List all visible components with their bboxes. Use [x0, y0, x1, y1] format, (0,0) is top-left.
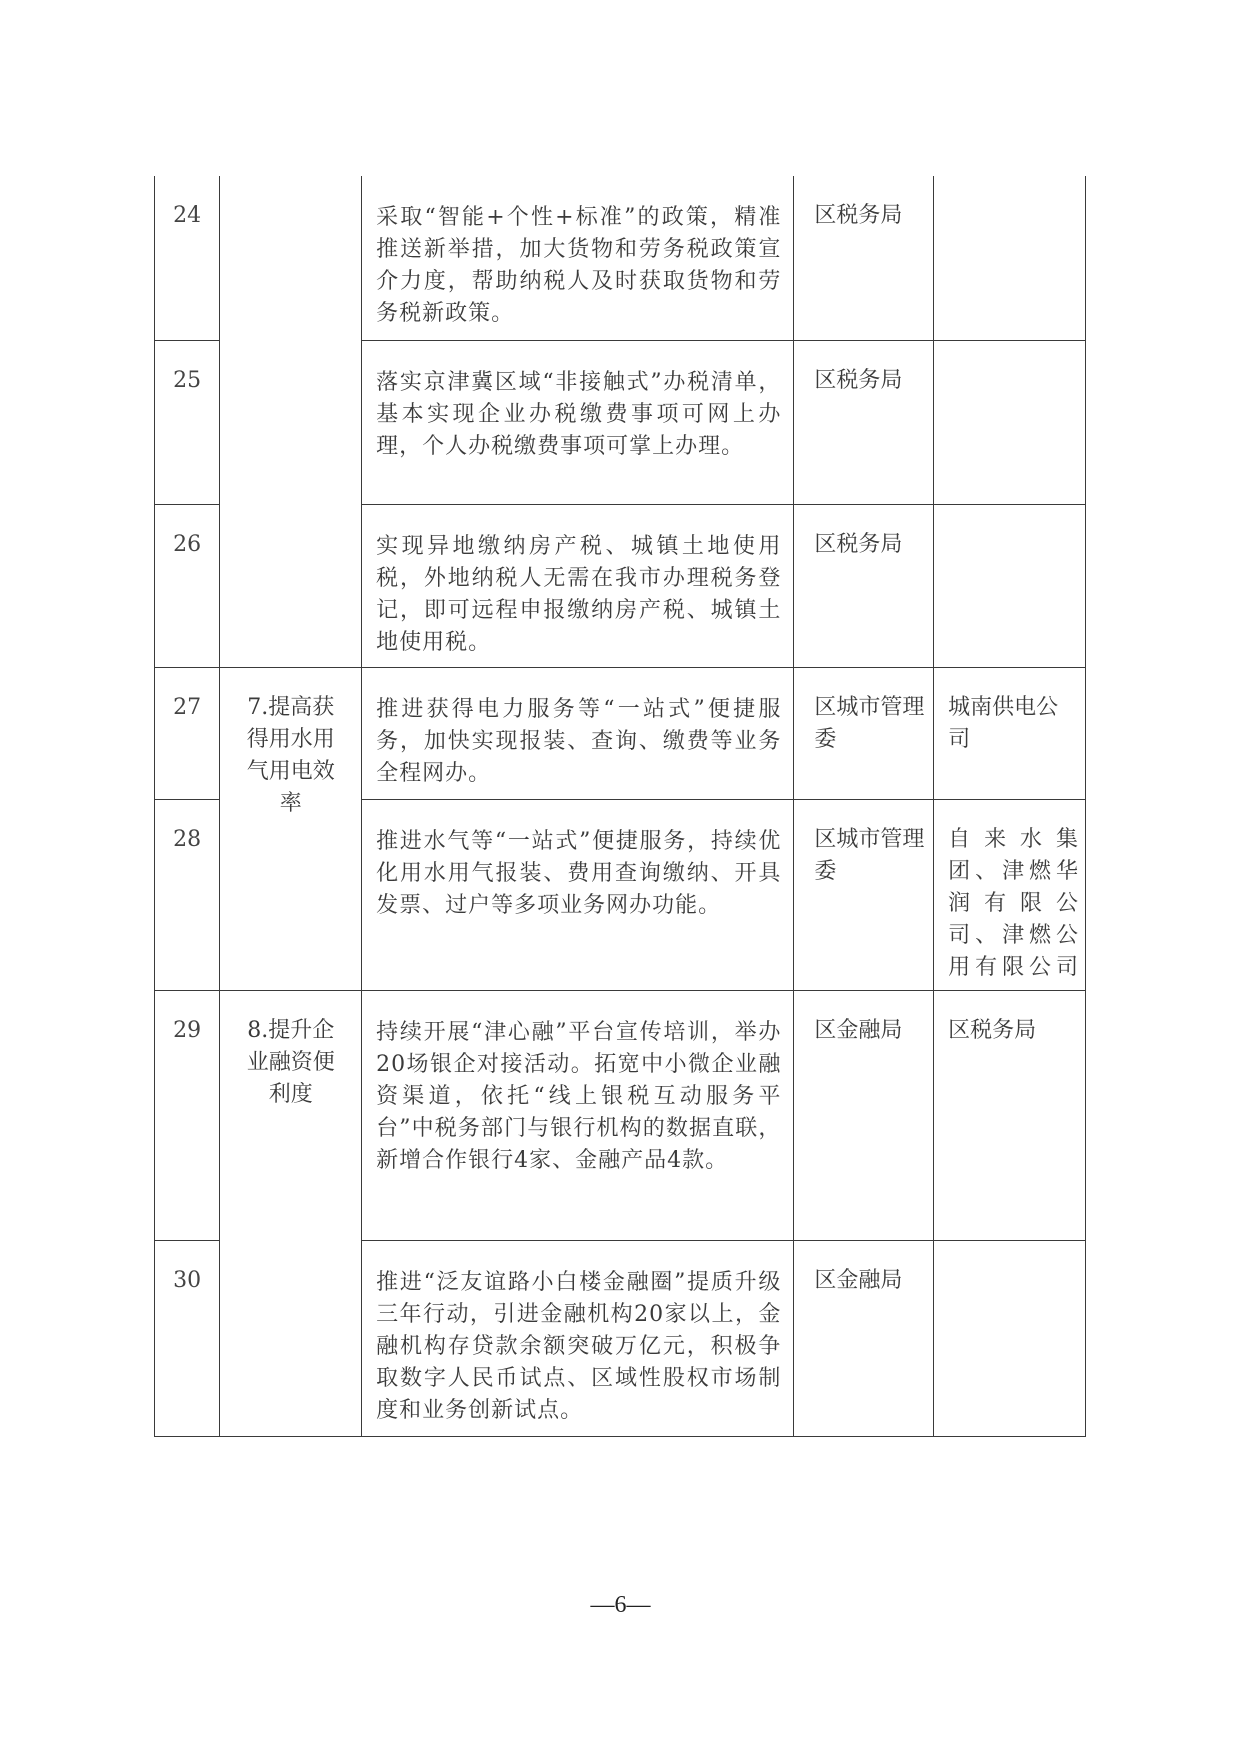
row-number: 24	[155, 176, 220, 340]
lead-unit: 区税务局	[794, 340, 934, 504]
task-content: 推进水气等“一站式”便捷服务，持续优化用水用气报装、费用查询缴纳、开具发票、过户等多项业务网办功能。	[362, 799, 794, 990]
task-content: 落实京津冀区域“非接触式”办税清单，基本实现企业办税缴费事项可网上办理，个人办税缴费事项可掌上办理。	[362, 340, 794, 504]
row-number: 26	[155, 504, 220, 667]
task-content: 实现异地缴纳房产税、城镇土地使用税，外地纳税人无需在我市办理税务登记，即可远程申报缴纳房产税、城镇土地使用税。	[362, 504, 794, 667]
task-content: 持续开展“津心融”平台宣传培训，举办20场银企对接活动。拓宽中小微企业融资渠道，依托“线上银税互动服务平台”中税务部门与银行机构的数据直联，新增合作银行4家、金融产品4款。	[362, 990, 794, 1240]
category-label: 7.提高获得用水用气用电效率	[246, 694, 335, 816]
table-row	[155, 176, 1086, 340]
assist-unit	[934, 176, 1086, 340]
row-number: 30	[155, 1240, 220, 1436]
assist-unit: 自来水集团、津燃华润有限公司、津燃公用有限公司	[934, 799, 1086, 990]
assist-unit	[934, 504, 1086, 667]
lead-unit: 区税务局	[794, 504, 934, 667]
category-label: 8.提升企业融资便利度	[246, 1017, 335, 1107]
category-cell	[220, 667, 362, 990]
category-cell-empty	[220, 176, 362, 667]
task-table	[154, 176, 1086, 1437]
lead-unit: 区税务局	[794, 176, 934, 340]
lead-unit: 区金融局	[794, 990, 934, 1240]
table-row	[155, 667, 1086, 799]
assist-unit	[934, 1240, 1086, 1436]
row-number: 25	[155, 340, 220, 504]
lead-unit: 区城市管理委	[794, 799, 934, 990]
table-row	[155, 990, 1086, 1240]
task-content: 推进获得电力服务等“一站式”便捷服务，加快实现报装、查询、缴费等业务全程网办。	[362, 667, 794, 799]
row-number: 28	[155, 799, 220, 990]
lead-unit: 区城市管理委	[794, 667, 934, 799]
assist-unit: 城南供电公司	[934, 667, 1086, 799]
row-number: 29	[155, 990, 220, 1240]
task-content: 采取“智能+个性+标准”的政策，精准推送新举措，加大货物和劳务税政策宣介力度，帮助纳税人及时获取货物和劳务税新政策。	[362, 176, 794, 340]
task-content: 推进“泛友谊路小白楼金融圈”提质升级三年行动，引进金融机构20家以上，金融机构存贷款余额突破万亿元，积极争取数字人民币试点、区域性股权市场制度和业务创新试点。	[362, 1240, 794, 1436]
row-number: 27	[155, 667, 220, 799]
page-number: —6—	[590, 1592, 651, 1618]
lead-unit: 区金融局	[794, 1240, 934, 1436]
assist-unit	[934, 340, 1086, 504]
category-cell	[220, 990, 362, 1436]
assist-unit: 区税务局	[934, 990, 1086, 1240]
